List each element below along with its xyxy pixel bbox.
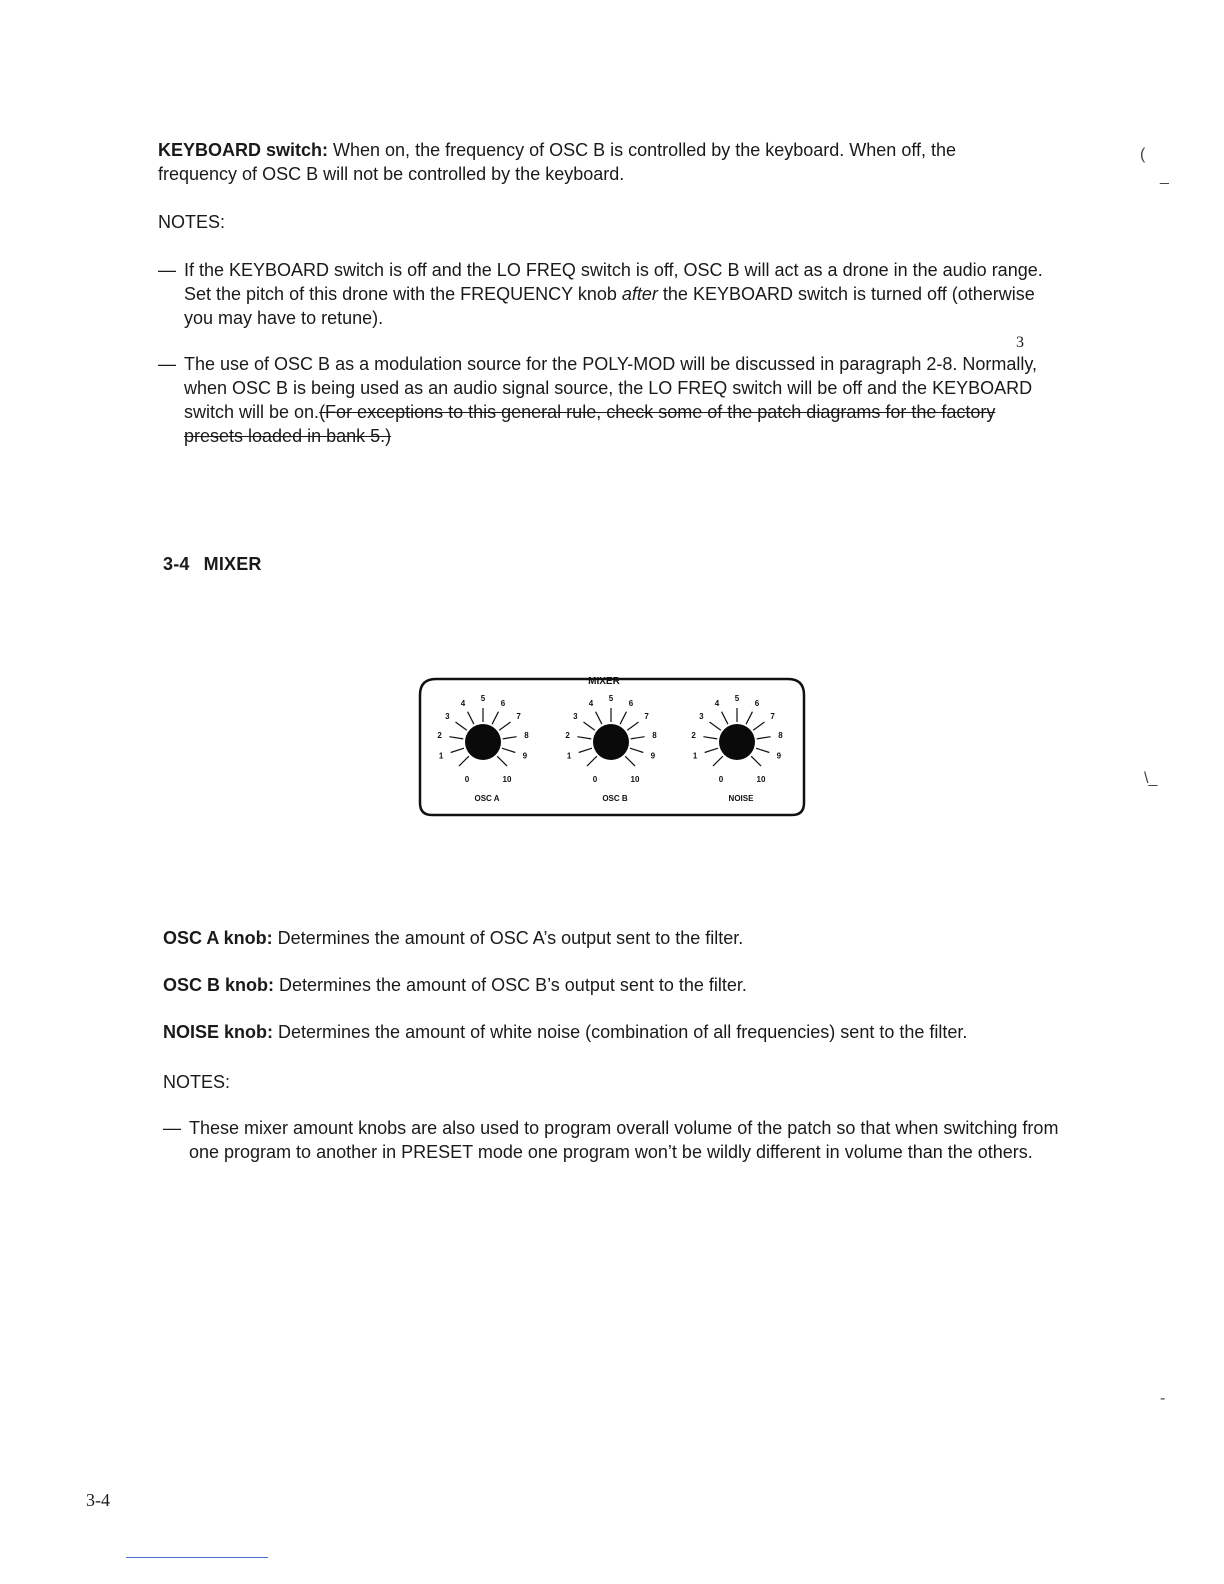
osc-a-knob-description [163,926,1063,950]
knob-scale-label: 8 [524,731,529,741]
keyboard-switch-text-2: frequency of OSC B will not be controlled by the keyboard. [158,164,625,184]
knob-tick [746,712,752,724]
notes-label-2: NOTES: [163,1072,231,1092]
knob-scale-label: 8 [778,731,783,741]
note-dash: — [158,260,176,280]
knob-tick [631,737,645,739]
knob-scale-label: 0 [464,775,470,784]
knob-scale-label: 5 [734,694,740,703]
knob-label: OSC B [602,794,628,803]
knob-scale-label: 3 [573,712,578,722]
knob-scale-label: 7 [770,712,775,722]
knob-tick [703,737,717,739]
knob-tick [627,722,638,730]
knob-scale-label: 4 [460,698,466,708]
knob-scale-label: 8 [652,731,657,741]
knob-label: NOISE [728,794,754,803]
osc-a-knob-label: OSC A knob: [163,928,273,948]
knob-scale-label: 9 [650,751,656,761]
knob-scale-label: 10 [502,775,512,784]
knob-tick [577,737,591,739]
margin-mark: _ [1160,168,1169,185]
note-modulation-struck-text: (For exceptions to this general rule, check some of the patch diagrams for the factory presets loaded in bank 5.) [184,402,996,446]
knob-scale-label: 0 [718,775,724,784]
note-modulation-text-a: The use of OSC B as a modulation source for the POLY-MOD will be discussed in paragraph 2-8. Normally, when OSC B is being used as an audio signal source, the LO FREQ switch will be off and the KEYBOARD switch will be on. [184,354,1038,422]
knob-tick [625,756,635,766]
knob-body [719,724,755,760]
knob-tick [620,712,626,724]
knob-scale-label: 1 [438,751,444,761]
knob-tick [705,748,718,752]
panel-title: MIXER [588,676,620,687]
knob-tick [492,712,498,724]
noise-knob-label: NOISE knob: [163,1022,274,1042]
knob-scale-label: 1 [692,751,698,761]
knob-tick [502,748,515,752]
osc-b-knob-description [163,973,1063,997]
knob-tick [497,756,507,766]
knob-tick [451,748,464,752]
knob-tick [503,737,517,739]
note-drone-text-a: If the KEYBOARD switch is off and the LO FREQ switch is off, OSC B will act as a drone in the audio range. Set the pitch of this drone with the FREQUENCY knob [184,260,1043,304]
knob-scale-label: 0 [592,775,598,784]
knob-scale-label: 2 [565,731,570,741]
knob-tick [587,756,597,766]
knob-tick [468,712,474,724]
knobs-group [437,694,783,803]
knob-scale-label: 9 [776,751,782,761]
knob-tick [596,712,602,724]
section-number: 3-4 [163,554,190,574]
knob-noise [691,694,783,803]
knob-osc-a [437,694,529,803]
knob-scale-label: 7 [644,712,649,722]
osc-a-knob-text: Determines the amount of OSC A’s output sent to the filter. [272,928,744,948]
knob-tick [499,722,510,730]
knob-tick [722,712,728,724]
note-drone-text-italic: after [621,284,658,304]
knob-tick [753,722,764,730]
section-title: MIXER [203,554,262,574]
knob-tick [630,748,643,752]
knob-scale-label: 3 [445,712,450,722]
keyboard-switch-label: KEYBOARD switch: [158,140,329,160]
knob-scale-label: 3 [699,712,704,722]
knob-scale-label: 6 [754,698,760,708]
knob-tick [713,756,723,766]
bottom-rule [126,1557,268,1558]
knob-tick [757,737,771,739]
margin-mark: - [1160,1390,1166,1407]
knob-body [593,724,629,760]
margin-mark: ( [1140,146,1146,163]
knob-scale-label: 5 [608,694,614,703]
knob-tick [579,748,592,752]
knob-scale-label: 6 [500,698,506,708]
noise-knob-description [163,1020,1083,1044]
knob-scale-label: 10 [756,775,766,784]
osc-b-knob-label: OSC B knob: [163,975,274,995]
osc-b-knob-text: Determines the amount of OSC B’s output sent to the filter. [274,975,747,995]
knob-scale-label: 4 [714,698,720,708]
knob-scale-label: 10 [630,775,640,784]
knob-body [465,724,501,760]
notes-label-1: NOTES: [158,212,226,232]
knob-scale-label: 6 [628,698,634,708]
note-dash: — [158,354,176,374]
handwritten-correction: 3 [1016,334,1024,351]
note-volume [163,1116,1063,1164]
noise-knob-text: Determines the amount of white noise (combination of all frequencies) sent to the filter. [273,1022,968,1042]
knob-scale-label: 2 [437,731,442,741]
knob-scale-label: 4 [588,698,594,708]
margin-mark: \_ [1144,770,1158,787]
knob-tick [449,737,463,739]
note-drone-text-b: the KEYBOARD switch is turned off (otherwise you may have to retune). [184,284,1035,328]
knob-scale-label: 1 [566,751,572,761]
knob-tick [455,722,466,730]
knob-tick [751,756,761,766]
note-volume-text: These mixer amount knobs are also used to program overall volume of the patch so that when switching from one program to another in PRESET mode one program won’t be wildly different in volume than the others. [189,1118,1059,1162]
knob-tick [709,722,720,730]
knob-osc-b [565,694,657,803]
knob-label: OSC A [474,794,500,803]
note-dash: — [163,1118,181,1138]
knob-tick [583,722,594,730]
knob-scale-label: 2 [691,731,696,741]
knob-scale-label: 5 [480,694,486,703]
page-number: 3-4 [86,1490,110,1510]
keyboard-switch-text-1: When on, the frequency of OSC B is controlled by the keyboard. When off, the [328,140,957,160]
knob-tick [756,748,769,752]
knob-scale-label: 7 [516,712,521,722]
knob-scale-label: 9 [522,751,528,761]
knob-tick [459,756,469,766]
